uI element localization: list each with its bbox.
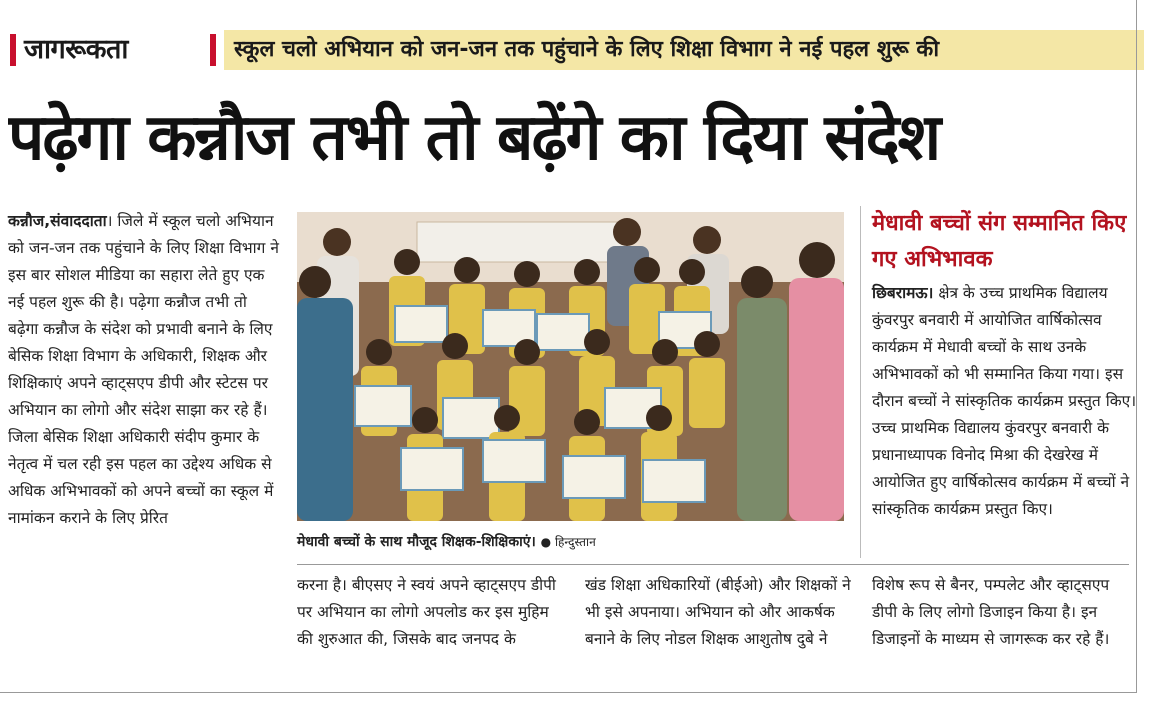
side-story-headline: मेधावी बच्चों संग सम्मानित किए गए अभिभावक: [872, 211, 1127, 272]
kicker-accent-bar: [10, 34, 16, 66]
bottom-col3-text: खंड शिक्षा अधिकारियों (बीईओ) और शिक्षकों ने भी इसे अपनाया। अभियान को और आकर्षक बनाने के लिए नोडल शिक्षक आशुतोष दुबे ने: [585, 576, 851, 648]
photo-caption: [297, 532, 857, 551]
kicker-accent-bar-right: [210, 34, 216, 66]
main-headline: पढ़ेगा कन्नौज तभी तो बढ़ेंगे का दिया संदेश: [8, 101, 940, 175]
subheadline: स्कूल चलो अभियान को जन-जन तक पहुंचाने के लिए शिक्षा विभाग ने नई पहल शुरू की: [234, 37, 940, 62]
bottom-column-4: [872, 572, 1130, 653]
bottom-column-2: [297, 572, 565, 653]
bottom-col2-text: करना है। बीएसए ने स्वयं अपने व्हाट्सएप डीपी पर अभियान का लोगो अपलोड कर इस मुहिम की शुरुआत की, जिसके बाद जनपद के: [297, 576, 556, 648]
right-para: [872, 280, 1137, 523]
left-column: [8, 208, 280, 532]
news-photo: [297, 212, 844, 521]
subhead-band: [224, 30, 1144, 70]
clipping-edge-bottom: [0, 692, 1137, 693]
right-column: [872, 280, 1137, 523]
bottom-column-3: [585, 572, 853, 653]
caption-text: मेधावी बच्चों के साथ मौजूद शिक्षक-शिक्षिकाएं।: [297, 534, 536, 550]
left-para-1: [8, 208, 280, 424]
bottom-divider: [297, 564, 1129, 565]
clipping-edge-right: [1136, 0, 1137, 692]
bottom-col4-text: विशेष रूप से बैनर, पम्पलेट और व्हाट्सएप डीपी के लिए लोगो डिजाइन किया है। इन डिजाइनों के माध्यम से जागरूक कर रहे हैं।: [872, 576, 1110, 648]
left-body-1: । जिले में स्कूल चलो अभियान को जन-जन तक पहुंचाने के लिए शिक्षा विभाग ने इस बार सोशल मीडिया का सहारा लेते हुए एक नई पहल शुरू की है। पढ़ेगा कन्नौज तभी तो बढ़ेगा कन्नौज के संदेश को प्रभावी बनाने के लिए बेसिक शिक्षा विभाग के अधिकारी, शिक्षक और शिक्षिकाएं अपने व्हाट्सएप डीपी और स्टेटस पर अभियान का लोगो और संदेश साझा कर रहे हैं।: [8, 212, 279, 419]
left-para-2: जिला बेसिक शिक्षा अधिकारी संदीप कुमार के नेतृत्व में चल रही इस पहल का उद्देश्य अधिक से अधिक अभिभावकों को अपने बच्चों का स्कूल में नामांकन कराने के लिए प्रेरित: [8, 428, 274, 527]
side-body: क्षेत्र के उच्च प्राथमिक विद्यालय कुंवरपुर बनवारी में आयोजित वार्षिकोत्सव कार्यक्रम में मेधावी बच्चों के साथ उनके अभिभावकों को भी सम्मानित किया गया। इस दौरान बच्चों ने सांस्कृतिक कार्यक्रम प्रस्तुत किए। उच्च प्राथमिक विद्यालय कुंवरपुर बनवारी के प्रधानाध्यापक विनोद मिश्रा की देखरेख में आयोजित हुए वार्षिकोत्सव कार्यक्रम में बच्चों ने सांस्कृतिक कार्यक्रम प्रस्तुत किए।: [872, 284, 1137, 518]
group-photo-illustration: [297, 212, 844, 521]
dateline: कन्नौज,संवाददाता: [8, 212, 107, 230]
photo-credit: ● हिन्दुस्तान: [540, 535, 596, 549]
column-rule: [860, 206, 861, 558]
kicker-row: [10, 30, 1130, 70]
kicker-label: जागरूकता: [24, 34, 128, 65]
side-dateline: छिबरामऊ।: [872, 284, 934, 302]
